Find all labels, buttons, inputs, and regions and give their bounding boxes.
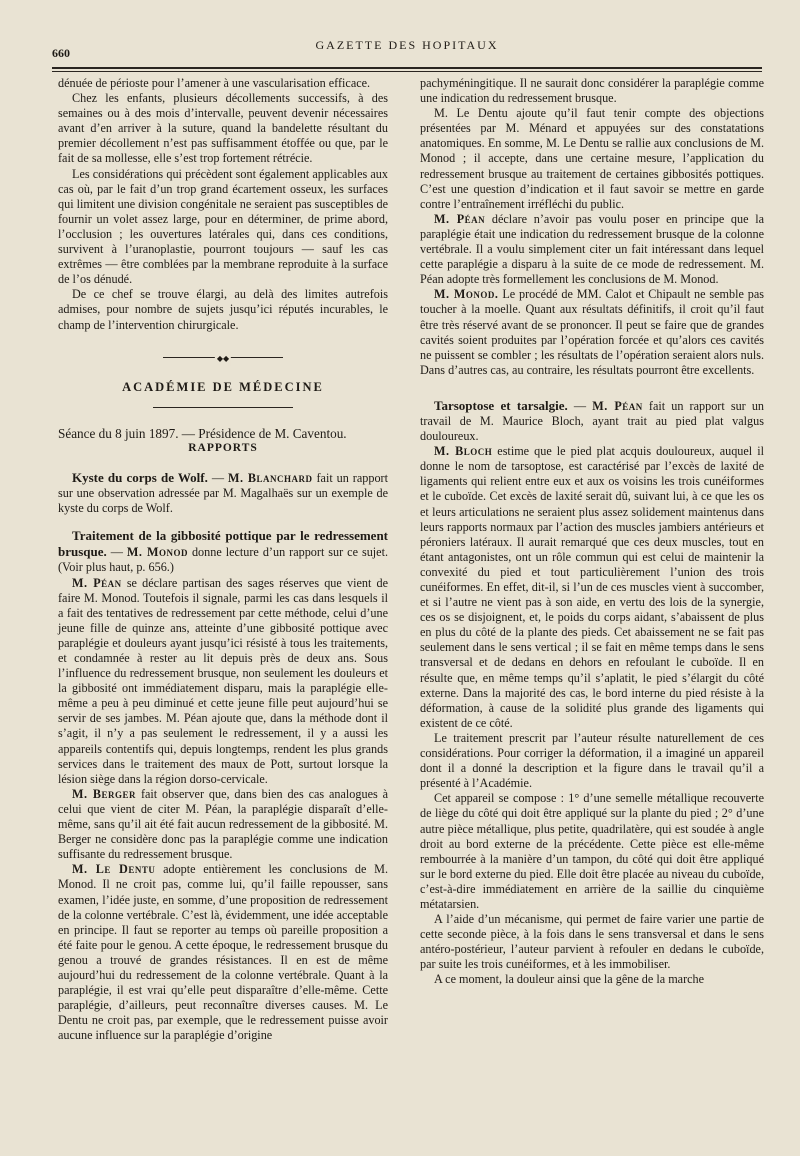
article-text: fait un rapport sur un travail de M. Maurice Bloch, ayant trait au pied plat valgus douloureux. [420,398,765,444]
article-title: Traitement de la gibbosité pottique par le redressement brusque. [58,528,388,560]
paragraph-text: déclare n’avoir pas voulu poser en principe que la paraplégie était une indication du redressement brusque de la colonne vertébrale. Il a voulu simplement citer un fait intéressant dans lequel cette paraplégie a disparu à la suite de ce mode de redressement. M. Péan adopte très formellement les conclusions de M. Monod. [420,211,765,287]
paragraph-text: adopte entièrement les conclusions de M. Monod. Il ne croit pas, comme lui, qu’il faille repousser, sans examen, l’idée juste, en somme, d’une proposition de redressement de la colonne vertébrale. C’est là, évidemment, une idée acceptable en principe. Il faut se reporter au temps où pareille proposition a été faite pour le genou. A cette époque, le redressement brusque du genou a trouvé de grandes résistances. Il en est de même aujourd’hui du redressement de la colonne vertébrale. Quant à la paraplégie, il est vrai qu’elle peut disparaître d’elle-même. Cette paraplégie, d’ailleurs, peut reconnaître diverses causes. M. Le Dentu ne croit pas, par exemple, que le redressement puisse avoir aucune influence sur la paraplégie d’origine [58,862,389,1043]
speaker: M. Bloch [434,444,493,459]
article-text: donne lecture d’un rapport sur ce sujet. (Voir plus haut, p. 656.) [58,545,389,575]
paragraph [58,787,388,862]
speaker: M. Péan [434,211,486,226]
journal-title: GAZETTE DES HOPITAUX [315,38,499,52]
speaker: M. Blanchard [227,470,313,485]
paragraph [420,212,764,287]
article-title: Kyste du corps de Wolf. [72,469,208,485]
article-kyste: Kyste du corps de Wolf. — M. Blanchard fait un rapport sur une observation adressée par M. Magalhaës sur un exemple de kyste du corps de Wolf. [58,469,388,516]
session-heading: Séance du 8 juin 1897. — Présidence de M. Caventou. [58,425,347,441]
article-tarsoptose: Tarsoptose et tarsalgie. — M. Péan fait un rapport sur un travail de M. Maurice Bloch, ayant trait au pied plat valgus douloureux. [420,397,765,444]
paragraph: Cet appareil se compose : 1° d’une semelle métallique recouverte de liège du côté qui doit être appliqué sur la plante du pied ; 2° d’une autre pièce métallique, plus petite, quadrilatère, qui est soudée à angle droit au bord externe de la précédente. Cette pièce est elle-même rembourrée à la manière d’un tampon, du côté qui doit être appliqué sur le bord externe du pied. Elle doit être placée au niveau du cuboïde, c’est-à-dire immédiatement en arrière de la saillie du cinquième métatarsien. [420,791,764,911]
paragraph: Chez les enfants, plusieurs décollements successifs, à des semaines ou à des mois d’intervalle, peuvent devenir nécessaires avant d’en arriver à la suture, quand la bandelette résultant du premier décollement n’est pas suffisamment étoffée ou que, par le fait de sa mollesse, elle s’est trop fortement rétrécie. [58,91,388,166]
paragraph [58,576,388,787]
header-rule-thin [52,71,762,72]
paragraph: Le traitement prescrit par l’auteur résulte naturellement de ces considérations. Pour corriger la déformation, il a imaginé un appareil dont il a donné la description et la figure dans le travail qu’il a présenté à l’Académie. [420,730,764,791]
paragraph: Les considérations qui précèdent sont également applicables aux cas où, par le fait d’un trop grand écartement osseux, les surfaces qui limitent une division congénitale ne seraient pas susceptibles de fournir un volet assez large, pour en déterminer, de prime abord, l’occlusion ; les ouvertures latérales qui, dans ces conditions, survivent à l’uranoplastie, pourront toujours — sauf les cas extrêmes — être comblées par la membrane reproduite à la surface de l’os dénudé. [58,166,388,287]
section-rule [153,407,293,408]
paragraph-text: se déclare partisan des sages réserves que vient de faire M. Monod. Toutefois il signale, parmi les cas dans lesquels il a fait des tentatives de redressement par cette méthode, celui d’une jeune fille de quinze ans, atteinte d’une gibbosité pottique avec paraplégie et douleurs ayant jusqu’ici résisté à tous les traitements, et condamnée à rester au lit depuis près de deux ans. Sous l’influence du redressement brusque, non seulement les douleurs et la gibbosité ont immédiatement disparu, mais la paraplégie elle-même a peu à peu diminué et cette jeune fille peut aujourd’hui se servir de ses jambes. M. Péan ajoute que, dans la méthode dont il s’agit, il n’y a pas seulement le redressement, il y a aussi les appareils contentifs qui, depuis longtemps, rendent les plus grands services dans le traitement des maux de Pott, surtout lorsque la lésion siège dans la région dorso-cervicale. [58,575,388,786]
speaker: M. Le Dentu [72,862,156,877]
paragraph: A ce moment, la douleur ainsi que la gêne de la marche [434,972,705,987]
speaker: M. Berger [72,786,137,801]
right-column [420,76,764,988]
page-number: 660 [52,46,70,60]
speaker: M. Monod [126,545,188,560]
paragraph: M. Le Dentu ajoute qu’il faut tenir compte des objections présentées par M. Ménard et appuyées sur des constatations anatomiques. En somme, M. Le Dentu se rallie aux conclusions de M. Monod ; il accepte, dans une certaine mesure, l’application du redressement brusque au traitement de certaines gibbosités pottiques. C’est une question d’indication et il faut savoir se mettre en garde contre l’entraînement irréfléchi du public. [420,106,764,211]
speaker: M. Péan [592,398,643,413]
article-title: Tarsoptose et tarsalgie. [434,397,568,413]
article-gibbosite: Traitement de la gibbosité pottique par le redressement brusque. — M. Monod donne lecture d’un rapport sur ce sujet. (Voir plus haut, p. 656.) [58,528,389,575]
paragraph: De ce chef se trouve élargi, au delà des limites autrefois admises, pour nombre de sujets jusqu’ici réputés incurables, le champ de l’intervention chirurgicale. [58,287,388,332]
paragraph-text: estime que le pied plat acquis douloureux, auquel il donne le nom de tarsoptose, est caractérisé par l’excès de laxité de ligaments qui relient entre eux et aux os voisins les trois cunéiformes et le cuboïde. Cet excès de laxité serait dû, suivant lui, à ce que les os et leurs articulations ne seraient plus assez solidement maintenus dans leurs rapports normaux par l’action des muscles jambiers antérieurs et péroniers latéraux. Il aurait remarqué que ces deux muscles, tout en étant antagonistes, ont un rôle commun qui est celui de maintenir la convexité du pied et tout particulièrement l’union des trois cunéiformes. En effet, dit-il, si l’un de ces muscles vient à succomber, et si l’autre ne vient pas à son aide, en vertu des lois de la synergie, ces os se disjoignent, et, le poids du corps aidant, s’abaissent de plus en plus du côté de la plante des pieds. Cet abaissement ne se fait pas seulement dans le sens vertical ; il se fait en même temps dans le sens transversal et de dedans en dehors en refoulant le cuboïde. Il en résulte que, en même temps qu’il s’aplatit, le pied s’élargit du côté externe. Dans la majorité des cas, le bord interne du pied résiste à la déformation, à cause de la solidité plus grande des ligaments qui existent de ce côté. [420,444,765,730]
paragraph [58,862,388,1043]
section-title: ACADÉMIE DE MÉDECINE [122,379,324,394]
article-text: fait un rapport sur une observation adressée par M. Magalhaës sur un exemple de kyste du corps de Wolf. [58,470,388,516]
paragraph-text: fait observer que, dans bien des cas analogues à celui que vient de citer M. Péan, la paraplégie disparaît d’elle-même, sans qu’il ait été fait aucun redressement de la gibbosité. M. Berger ne considère donc pas la paraplégie comme une indication suffisante du redressement brusque. [58,786,389,862]
section-separator [58,347,388,362]
paragraph [420,444,764,731]
speaker: M. Monod. [434,287,499,302]
header-rule [52,67,762,69]
page-header [52,36,762,66]
subsection-title: RAPPORTS [188,441,258,454]
paragraph [420,287,764,378]
paragraph: dénuée de périoste pour l’amener à une vascularisation efficace. [58,76,371,90]
speaker: M. Péan [72,575,122,590]
paragraph-text: Le procédé de MM. Calot et Chipault ne semble pas toucher à la moelle. Quant aux résultats définitifs, il croit qu’il faut être très réservé avant de se prononcer. Il peut se faire que de grandes cavités soient produites par l’opération forcée et qu’alors ces cavités ne puissent se combler ; les résultats de l’opération seraient alors nuls. Dans d’autres cas, au contraire, les résultats pourront être excellents. [420,287,765,377]
paragraph: pachyméningitique. Il ne saurait donc considérer la paraplégie comme une indication du redressement brusque. [420,76,764,106]
left-column [58,76,388,1043]
paragraph: A l’aide d’un mécanisme, qui permet de faire varier une partie de cette seconde pièce, à la fois dans le sens transversal et dans le sens antéro-postérieur, l’auteur parvient à refouler en dedans le cuboïde, par suite les trois cunéiformes, et à les immobiliser. [420,912,764,972]
